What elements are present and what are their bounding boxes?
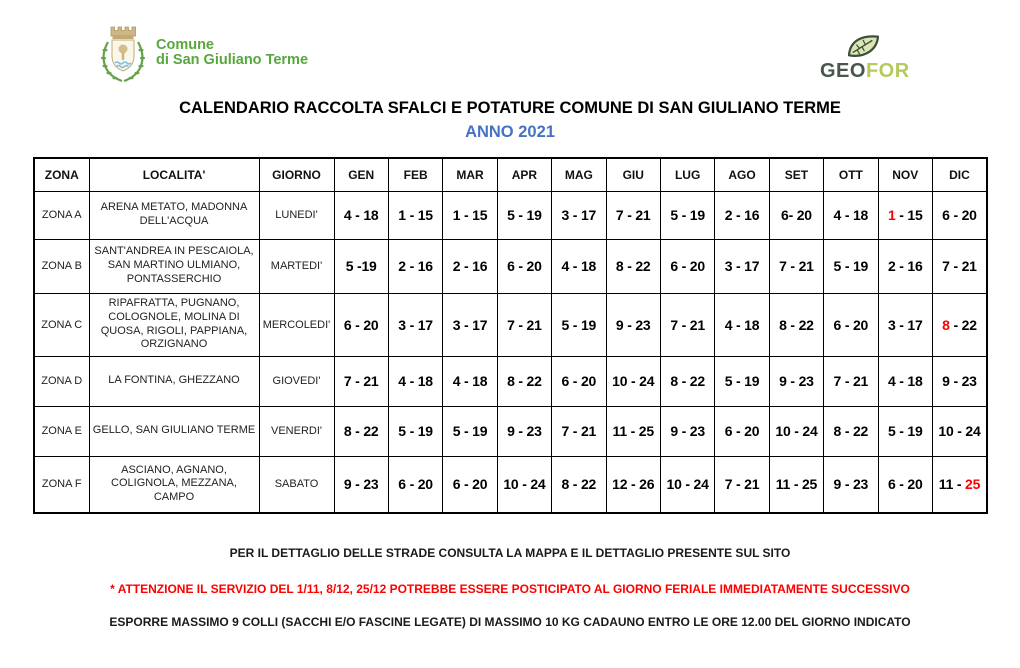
column-header-gen: GEN bbox=[334, 158, 388, 191]
schedule-cell: 10 - 24 bbox=[769, 406, 823, 456]
schedule-cell: 7 - 21 bbox=[497, 293, 551, 356]
schedule-cell: 8 - 22 bbox=[552, 456, 606, 513]
schedule-cell: 3 - 17 bbox=[552, 191, 606, 239]
schedule-cell: 11 - 25 bbox=[606, 406, 660, 456]
giorno-cell: MERCOLEDI' bbox=[259, 293, 334, 356]
schedule-cell: 10 - 24 bbox=[932, 406, 987, 456]
schedule-cell: 6 - 20 bbox=[660, 239, 714, 293]
zona-cell: ZONA E bbox=[34, 406, 89, 456]
table-row bbox=[34, 239, 987, 293]
geofor-logo-text bbox=[820, 61, 915, 81]
column-header-giu: GIU bbox=[606, 158, 660, 191]
schedule-cell: 1 - 15 bbox=[443, 191, 497, 239]
zona-cell: ZONA B bbox=[34, 239, 89, 293]
localita-cell: LA FONTINA, GHEZZANO bbox=[89, 356, 259, 406]
schedule-cell: 4 - 18 bbox=[715, 293, 769, 356]
schedule-cell: 4 - 18 bbox=[552, 239, 606, 293]
comune-crest-icon bbox=[98, 22, 146, 84]
table-row bbox=[34, 356, 987, 406]
schedule-cell: 3 - 17 bbox=[878, 293, 932, 356]
schedule-cell: 6 - 20 bbox=[388, 456, 442, 513]
schedule-cell: 11 - 25 bbox=[932, 456, 987, 513]
comune-name-line2: di San Giuliano Terme bbox=[156, 52, 309, 68]
page-title: CALENDARIO RACCOLTA SFALCI E POTATURE COMUNE DI SAN GIULIANO TERME bbox=[179, 99, 841, 117]
schedule-cell: 4 - 18 bbox=[878, 356, 932, 406]
schedule-cell: 7 - 21 bbox=[552, 406, 606, 456]
schedule-cell: 1 - 15 bbox=[388, 191, 442, 239]
schedule-cell: 6 - 20 bbox=[824, 293, 878, 356]
giorno-cell: LUNEDI' bbox=[259, 191, 334, 239]
table-row bbox=[34, 293, 987, 356]
footer-note-sito: PER IL DETTAGLIO DELLE STRADE CONSULTA LA MAPPA E IL DETTAGLIO PRESENTE SUL SITO bbox=[229, 546, 791, 560]
schedule-cell: 6 - 20 bbox=[878, 456, 932, 513]
table-row bbox=[34, 191, 987, 239]
column-header-lug: LUG bbox=[660, 158, 714, 191]
geofor-logo bbox=[820, 32, 915, 81]
schedule-cell: 9 - 23 bbox=[660, 406, 714, 456]
schedule-cell: 8 - 22 bbox=[497, 356, 551, 406]
schedule-cell: 10 - 24 bbox=[497, 456, 551, 513]
column-header-localita: LOCALITA' bbox=[89, 158, 259, 191]
schedule-cell: 8 - 22 bbox=[334, 406, 388, 456]
schedule-cell: 3 - 17 bbox=[443, 293, 497, 356]
schedule-cell: 5 - 19 bbox=[497, 191, 551, 239]
localita-cell: ASCIANO, AGNANO, COLIGNOLA, MEZZANA, CAMPO bbox=[89, 456, 259, 513]
schedule-cell: 7 - 21 bbox=[824, 356, 878, 406]
header-row bbox=[34, 158, 987, 191]
calendar-table bbox=[33, 157, 988, 514]
holiday-date: 8 bbox=[942, 316, 950, 333]
schedule-cell: 9 - 23 bbox=[334, 456, 388, 513]
schedule-cell: 12 - 26 bbox=[606, 456, 660, 513]
giorno-cell: VENERDI' bbox=[259, 406, 334, 456]
schedule-cell: 6 - 20 bbox=[497, 239, 551, 293]
table-row bbox=[34, 406, 987, 456]
schedule-cell: 5 - 19 bbox=[715, 356, 769, 406]
schedule-cell: 5 - 19 bbox=[388, 406, 442, 456]
schedule-cell: 1 - 15 bbox=[878, 191, 932, 239]
schedule-cell: 5 -19 bbox=[334, 239, 388, 293]
schedule-cell: 4 - 18 bbox=[334, 191, 388, 239]
holiday-date: 25 bbox=[965, 476, 981, 493]
schedule-cell: 7 - 21 bbox=[660, 293, 714, 356]
schedule-cell: 5 - 19 bbox=[552, 293, 606, 356]
localita-cell: SANT'ANDREA IN PESCAIOLA, SAN MARTINO ULMIANO, PONTASSERCHIO bbox=[89, 239, 259, 293]
schedule-cell: 4 - 18 bbox=[443, 356, 497, 406]
column-header-feb: FEB bbox=[388, 158, 442, 191]
schedule-cell: 6 - 20 bbox=[552, 356, 606, 406]
schedule-cell: 9 - 23 bbox=[497, 406, 551, 456]
comune-logo-text bbox=[156, 38, 308, 68]
schedule-cell: 7 - 21 bbox=[932, 239, 987, 293]
column-header-mar: MAR bbox=[443, 158, 497, 191]
schedule-cell: 6 - 20 bbox=[443, 456, 497, 513]
column-header-zona: ZONA bbox=[34, 158, 89, 191]
schedule-cell: 3 - 17 bbox=[715, 239, 769, 293]
localita-cell: GELLO, SAN GIULIANO TERME bbox=[89, 406, 259, 456]
schedule-cell: 8 - 22 bbox=[932, 293, 987, 356]
column-header-apr: APR bbox=[497, 158, 551, 191]
holiday-date: 1 bbox=[887, 207, 896, 223]
footer-note-attenzione: * ATTENZIONE IL SERVIZIO DEL 1/11, 8/12, 25/12 POTREBBE ESSERE POSTICIPATO AL GIORNO FERIALE IMMEDIATAMENTE SUCCESSIVO bbox=[110, 582, 910, 596]
column-header-mag: MAG bbox=[552, 158, 606, 191]
schedule-cell: 4 - 18 bbox=[824, 191, 878, 239]
leaf-icon bbox=[844, 32, 882, 60]
schedule-cell: 8 - 22 bbox=[606, 239, 660, 293]
column-header-set: SET bbox=[769, 158, 823, 191]
comune-name-line1: Comune bbox=[156, 36, 214, 53]
calendar-table-body bbox=[34, 191, 987, 513]
geofor-text-geo: GEO bbox=[820, 60, 866, 82]
schedule-cell: 2 - 16 bbox=[388, 239, 442, 293]
schedule-cell: 11 - 25 bbox=[769, 456, 823, 513]
schedule-cell: 9 - 23 bbox=[932, 356, 987, 406]
schedule-cell: 7 - 21 bbox=[715, 456, 769, 513]
schedule-cell: 7 - 21 bbox=[769, 239, 823, 293]
schedule-cell: 10 - 24 bbox=[660, 456, 714, 513]
schedule-cell: 5 - 19 bbox=[660, 191, 714, 239]
column-header-nov: NOV bbox=[878, 158, 932, 191]
schedule-cell: 2 - 16 bbox=[878, 239, 932, 293]
schedule-cell: 6 - 20 bbox=[715, 406, 769, 456]
column-header-ago: AGO bbox=[715, 158, 769, 191]
table-row bbox=[34, 456, 987, 513]
schedule-cell: 7 - 21 bbox=[334, 356, 388, 406]
schedule-cell: 6 - 20 bbox=[334, 293, 388, 356]
schedule-cell: 10 - 24 bbox=[606, 356, 660, 406]
page-subtitle-year: ANNO 2021 bbox=[465, 123, 555, 141]
giorno-cell: MARTEDI' bbox=[259, 239, 334, 293]
schedule-cell: 6- 20 bbox=[769, 191, 823, 239]
schedule-cell: 8 - 22 bbox=[660, 356, 714, 406]
giorno-cell: SABATO bbox=[259, 456, 334, 513]
zona-cell: ZONA D bbox=[34, 356, 89, 406]
giorno-cell: GIOVEDI' bbox=[259, 356, 334, 406]
zona-cell: ZONA C bbox=[34, 293, 89, 356]
geofor-text-for: FOR bbox=[865, 60, 910, 82]
comune-logo bbox=[98, 22, 308, 84]
schedule-cell: 8 - 22 bbox=[769, 293, 823, 356]
schedule-cell: 9 - 23 bbox=[606, 293, 660, 356]
schedule-cell: 5 - 19 bbox=[878, 406, 932, 456]
zona-cell: ZONA A bbox=[34, 191, 89, 239]
schedule-cell: 9 - 23 bbox=[824, 456, 878, 513]
schedule-cell: 4 - 18 bbox=[388, 356, 442, 406]
schedule-cell: 2 - 16 bbox=[443, 239, 497, 293]
schedule-cell: 7 - 21 bbox=[606, 191, 660, 239]
localita-cell: RIPAFRATTA, PUGNANO, COLOGNOLE, MOLINA DI QUOSA, RIGOLI, PAPPIANA, ORZIGNANO bbox=[89, 293, 259, 356]
schedule-cell: 8 - 22 bbox=[824, 406, 878, 456]
column-header-ott: OTT bbox=[824, 158, 878, 191]
schedule-cell: 5 - 19 bbox=[824, 239, 878, 293]
schedule-cell: 6 - 20 bbox=[932, 191, 987, 239]
localita-cell: ARENA METATO, MADONNA DELL'ACQUA bbox=[89, 191, 259, 239]
schedule-cell: 5 - 19 bbox=[443, 406, 497, 456]
column-header-dic: DIC bbox=[932, 158, 987, 191]
footer-note-esporre: ESPORRE MASSIMO 9 COLLI (SACCHI E/O FASCINE LEGATE) DI MASSIMO 10 KG CADAUNO ENTRO LE ORE 12.00 DEL GIORNO INDICATO bbox=[109, 615, 911, 629]
zona-cell: ZONA F bbox=[34, 456, 89, 513]
schedule-cell: 3 - 17 bbox=[388, 293, 442, 356]
schedule-cell: 2 - 16 bbox=[715, 191, 769, 239]
column-header-giorno: GIORNO bbox=[259, 158, 334, 191]
schedule-cell: 9 - 23 bbox=[769, 356, 823, 406]
